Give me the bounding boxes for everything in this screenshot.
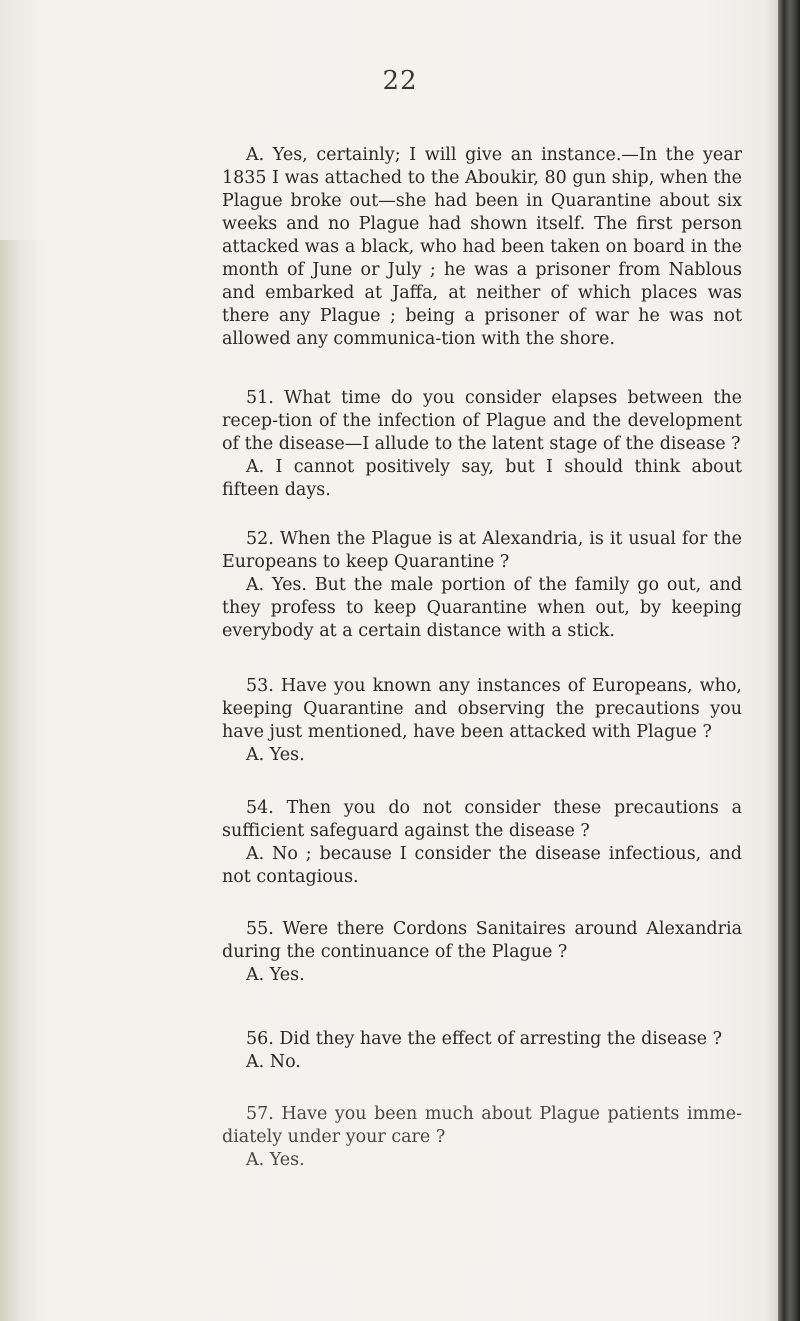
answer-50-block [222, 144, 742, 351]
question-55-block [222, 918, 742, 987]
answer-51: A. I cannot positively say, but I should think about fifteen days. [222, 457, 742, 500]
question-57-block [222, 1103, 742, 1172]
answer-54: A. No ; because I consider the disease infectious, and not contagious. [222, 844, 742, 887]
question-53: 53. Have you known any instances of Europeans, who, keeping Quarantine and observing the precautions you have just mentioned, have been attacked with Plague ? [222, 676, 742, 742]
answer-53: A. Yes. [246, 745, 305, 765]
question-53-block [222, 675, 742, 767]
question-56: 56. Did they have the effect of arresting the disease ? [246, 1029, 722, 1049]
question-57: 57. Have you been much about Plague patients imme-diately under your care ? [222, 1104, 742, 1147]
answer-50: A. Yes, certainly; I will give an instance.—In the year 1835 I was attached to the Aboukir, 80 gun ship, when the Plague broke out—she had been in Quarantine about six weeks and no Plague had shown itself. The first person attacked was a black, who had been taken on board in the month of June or July ; he was a prisoner from Nablous and embarked at Jaffa, at neither of which places was there any Plague ; being a prisoner of war he was not allowed any communica-tion with the shore. [222, 145, 742, 349]
edge-shadow [764, 0, 778, 1321]
book-edge [778, 0, 800, 1321]
question-56-block [222, 1028, 742, 1074]
binding-stain [0, 240, 44, 1321]
answer-55: A. Yes. [246, 965, 305, 985]
question-54: 54. Then you do not consider these precautions a sufficient safeguard against the disease ? [222, 798, 742, 841]
page-number: 22 [382, 66, 418, 96]
answer-57: A. Yes. [246, 1150, 305, 1170]
question-51-block [222, 387, 742, 502]
question-51: 51. What time do you consider elapses between the recep-tion of the infection of Plague and the development of the disease—I allude to the latent stage of the disease ? [222, 388, 742, 454]
answer-52: A. Yes. But the male portion of the family go out, and they profess to keep Quarantine when out, by keeping everybody at a certain distance with a stick. [222, 575, 742, 641]
question-54-block [222, 797, 742, 889]
answer-56: A. No. [246, 1052, 301, 1072]
question-52: 52. When the Plague is at Alexandria, is it usual for the Europeans to keep Quarantine ? [222, 529, 742, 572]
question-52-block [222, 528, 742, 643]
question-55: 55. Were there Cordons Sanitaires around Alexandria during the continuance of the Plague ? [222, 919, 742, 962]
